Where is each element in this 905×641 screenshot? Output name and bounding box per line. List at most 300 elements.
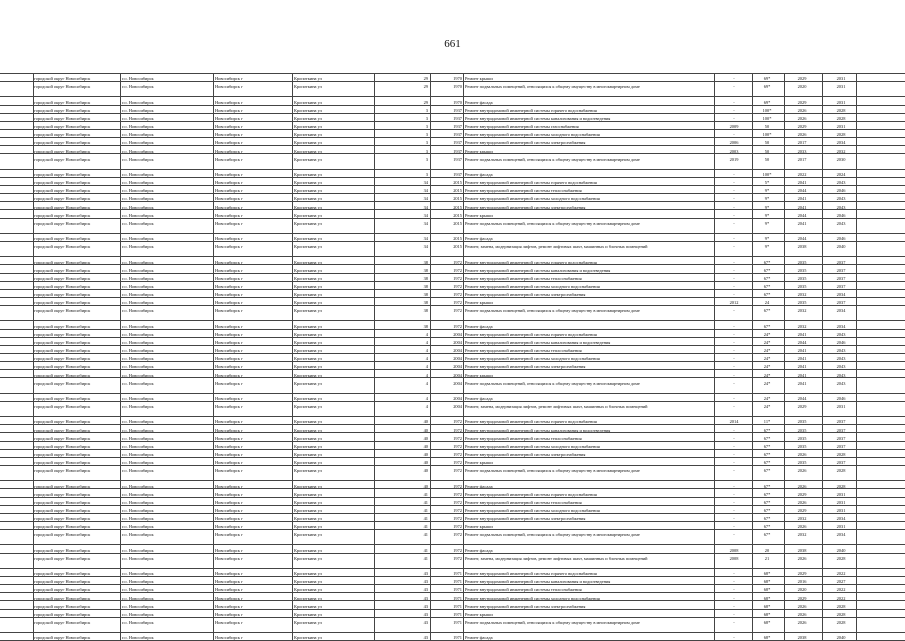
street-cell: Кропоткина ул [294,491,322,497]
street-cell: Кропоткина ул [294,275,322,281]
last-repair-year-cell: - [733,308,735,314]
plan-end-year-cell: 2028 [836,611,846,617]
build-year-cell: 1937 [453,116,462,122]
plan-end-year-cell: 2034 [836,308,846,314]
column-divider [292,73,293,640]
settlement-cell: г.о. Новосибирск [122,76,154,82]
plan-start-year-cell: 2035 [797,427,807,433]
wear-percent-cell: 9* [764,188,770,194]
table-row [0,353,905,361]
house-number-cell: 43 [423,579,428,585]
plan-end-year-cell: 2043 [836,380,846,386]
locality-cell: Новосибирск г [215,107,243,113]
last-repair-year-cell: 2009 [729,124,739,130]
settlement-cell: г.о. Новосибирск [122,267,154,273]
district-cell: городской округ Новосибирск [34,587,91,593]
plan-end-year-cell: 2031 [836,499,846,505]
build-year-cell: 1972 [453,524,462,530]
work-type-cell: Ремонт внутридомовой инженерной системы электроснабжения [465,292,586,298]
work-type-cell: Ремонт внутридомовой инженерной системы канализования и водоотведения [465,427,611,433]
plan-start-year-cell: 2026 [797,524,807,530]
last-repair-year-cell: - [733,331,735,337]
plan-start-year-cell: 2020 [797,587,807,593]
plan-start-year-cell: 2029 [797,124,807,130]
street-cell: Кропоткина ул [294,435,322,441]
table-row [0,505,905,513]
table-row [0,457,905,465]
build-year-cell: 2004 [453,396,462,402]
work-type-cell: Ремонт крыши [465,76,493,82]
street-cell: Кропоткина ул [294,419,322,425]
street-cell: Кропоткина ул [294,140,322,146]
last-repair-year-cell: - [733,571,735,577]
house-number-cell: 43 [423,571,428,577]
table-row [0,153,905,168]
plan-end-year-cell: 2043 [836,180,846,186]
street-cell: Кропоткина ул [294,579,322,585]
settlement-cell: г.о. Новосибирск [122,188,154,194]
street-cell: Кропоткина ул [294,380,322,386]
district-cell: городской округ Новосибирск [34,603,91,609]
build-year-cell: 1972 [453,259,462,265]
street-cell: Кропоткина ул [294,180,322,186]
plan-start-year-cell: 2020 [797,84,807,90]
plan-end-year-cell: 2046 [836,396,846,402]
plan-end-year-cell: 2037 [836,460,846,466]
plan-start-year-cell: 2041 [797,380,807,386]
wear-percent-cell: 69* [763,76,771,82]
plan-end-year-cell: 2028 [836,132,846,138]
locality-cell: Новосибирск г [215,460,243,466]
street-cell: Кропоткина ул [294,132,322,138]
locality-cell: Новосибирск г [215,635,243,641]
street-cell: Кропоткина ул [294,267,322,273]
locality-cell: Новосибирск г [215,156,243,162]
table-row [0,241,905,256]
plan-end-year-cell: 2037 [836,427,846,433]
locality-cell: Новосибирск г [215,259,243,265]
work-type-cell: Ремонт внутридомовой инженерной системы теплоснабжения [465,435,582,441]
house-number-cell: 40 [423,468,428,474]
last-repair-year-cell: - [733,84,735,90]
locality-cell: Новосибирск г [215,380,243,386]
last-repair-year-cell: - [733,396,735,402]
street-cell: Кропоткина ул [294,443,322,449]
build-year-cell: 1937 [453,148,462,154]
wear-percent-cell: 20 [764,547,770,553]
locality-cell: Новосибирск г [215,579,243,585]
last-repair-year-cell: - [733,460,735,466]
build-year-cell: 2015 [453,180,462,186]
work-type-cell: Ремонт внутридомовой инженерной системы электроснабжения [465,204,586,210]
plan-end-year-cell: 2022 [836,571,846,577]
last-repair-year-cell: 2019 [729,156,739,162]
plan-end-year-cell: 2028 [836,620,846,626]
plan-end-year-cell: 2031 [836,404,846,410]
build-year-cell: 1972 [453,308,462,314]
wear-percent-cell: 67* [763,491,771,497]
locality-cell: Новосибирск г [215,99,243,105]
plan-start-year-cell: 2044 [797,340,807,346]
build-year-cell: 1971 [453,620,462,626]
house-number-cell: 38 [423,275,428,281]
street-cell: Кропоткина ул [294,372,322,378]
district-cell: городской округ Новосибирск [34,196,91,202]
district-cell: городской округ Новосибирск [34,396,91,402]
street-cell: Кропоткина ул [294,547,322,553]
settlement-cell: г.о. Новосибирск [122,635,154,641]
build-year-cell: 1971 [453,587,462,593]
work-type-cell: Ремонт внутридомовой инженерной системы холодного водоснабжения [465,443,600,449]
settlement-cell: г.о. Новосибирск [122,380,154,386]
work-type-cell: Ремонт крыши [465,524,493,530]
work-type-cell: Ремонт внутридомовой инженерной системы горячего водоснабжения [465,331,597,337]
table-row [0,488,905,496]
settlement-cell: г.о. Новосибирск [122,435,154,441]
last-repair-year-cell: 2012 [729,300,739,306]
work-type-cell: Ремонт подвальных помещений, относящихся к общему имуществу в многоквартирном доме [465,156,640,162]
wear-percent-cell: 9* [764,244,770,250]
locality-cell: Новосибирск г [215,172,243,178]
last-repair-year-cell: - [733,323,735,329]
district-cell: городской округ Новосибирск [34,555,91,561]
plan-start-year-cell: 2026 [797,620,807,626]
plan-start-year-cell: 2041 [797,331,807,337]
house-number-cell: 34 [423,204,428,210]
plan-start-year-cell: 2026 [797,452,807,458]
locality-cell: Новосибирск г [215,427,243,433]
last-repair-year-cell: - [733,267,735,273]
build-year-cell: 1937 [453,107,462,113]
locality-cell: Новосибирск г [215,595,243,601]
table-row [0,320,905,328]
settlement-cell: г.о. Новосибирск [122,483,154,489]
work-type-cell: Ремонт внутридомовой инженерной системы холодного водоснабжения [465,196,600,202]
last-repair-year-cell: - [733,483,735,489]
house-number-cell: 38 [423,259,428,265]
district-cell: городской округ Новосибирск [34,620,91,626]
house-number-cell: 3 [425,132,428,138]
locality-cell: Новосибирск г [215,611,243,617]
last-repair-year-cell: - [733,188,735,194]
last-repair-year-cell: - [733,587,735,593]
locality-cell: Новосибирск г [215,84,243,90]
street-cell: Кропоткина ул [294,76,322,82]
plan-end-year-cell: 2034 [836,140,846,146]
district-cell: городской округ Новосибирск [34,404,91,410]
house-number-cell: 41 [423,555,428,561]
district-cell: городской округ Новосибирск [34,508,91,514]
settlement-cell: г.о. Новосибирск [122,172,154,178]
street-cell: Кропоткина ул [294,308,322,314]
plan-end-year-cell: 2043 [836,364,846,370]
plan-start-year-cell: 2035 [797,284,807,290]
work-type-cell: Ремонт крыши [465,148,493,154]
plan-end-year-cell: 2031 [836,76,846,82]
build-year-cell: 2004 [453,356,462,362]
settlement-cell: г.о. Новосибирск [122,524,154,530]
plan-start-year-cell: 2029 [797,76,807,82]
plan-end-year-cell: 2028 [836,603,846,609]
build-year-cell: 1972 [453,532,462,538]
table-row [0,145,905,153]
build-year-cell: 1972 [453,284,462,290]
last-repair-year-cell: - [733,532,735,538]
locality-cell: Новосибирск г [215,188,243,194]
table-row [0,81,905,96]
work-type-cell: Ремонт подвальных помещений, относящихся к общему имуществу в многоквартирном доме [465,84,640,90]
plan-end-year-cell: 2037 [836,275,846,281]
district-cell: городской округ Новосибирск [34,468,91,474]
house-number-cell: 38 [423,292,428,298]
street-cell: Кропоткина ул [294,116,322,122]
locality-cell: Новосибирск г [215,116,243,122]
wear-percent-cell: 67* [763,468,771,474]
wear-percent-cell: 21 [764,555,770,561]
house-number-cell: 4 [425,356,428,362]
work-type-cell: Ремонт внутридомовой инженерной системы горячего водоснабжения [465,571,597,577]
locality-cell: Новосибирск г [215,508,243,514]
column-divider [120,73,121,640]
build-year-cell: 1970 [453,99,462,105]
district-cell: городской округ Новосибирск [34,275,91,281]
table-row [0,121,905,129]
work-type-cell: Ремонт фасада [465,547,493,553]
work-type-cell: Ремонт крыши [465,460,493,466]
plan-start-year-cell: 2035 [797,460,807,466]
table-row [0,568,905,576]
house-number-cell: 4 [425,404,428,410]
settlement-cell: г.о. Новосибирск [122,116,154,122]
wear-percent-cell: 24* [763,372,771,378]
wear-percent-cell: 9* [764,196,770,202]
plan-start-year-cell: 2038 [797,547,807,553]
build-year-cell: 1972 [453,460,462,466]
wear-percent-cell: 68* [763,603,771,609]
plan-end-year-cell: 2037 [836,259,846,265]
wear-percent-cell: 67* [763,259,771,265]
last-repair-year-cell: - [733,579,735,585]
plan-end-year-cell: 2034 [836,292,846,298]
plan-end-year-cell: 2046 [836,236,846,242]
settlement-cell: г.о. Новосибирск [122,372,154,378]
work-type-cell: Ремонт внутридомовой инженерной системы газоснабжения [465,124,579,130]
wear-percent-cell: 9* [764,236,770,242]
street-cell: Кропоткина ул [294,348,322,354]
build-year-cell: 2004 [453,348,462,354]
last-repair-year-cell: - [733,443,735,449]
street-cell: Кропоткина ул [294,300,322,306]
build-year-cell: 1972 [453,267,462,273]
settlement-cell: г.о. Новосибирск [122,443,154,449]
table-row [0,401,905,416]
last-repair-year-cell: - [733,635,735,641]
work-type-cell: Ремонт внутридомовой инженерной системы теплоснабжения [465,587,582,593]
locality-cell: Новосибирск г [215,532,243,538]
district-cell: городской округ Новосибирск [34,284,91,290]
district-cell: городской округ Новосибирск [34,140,91,146]
house-number-cell: 40 [423,427,428,433]
table-row [0,185,905,193]
settlement-cell: г.о. Новосибирск [122,356,154,362]
table-row [0,393,905,401]
last-repair-year-cell: - [733,372,735,378]
work-type-cell: Ремонт внутридомовой инженерной системы электроснабжения [465,364,586,370]
wear-percent-cell: 67* [763,267,771,273]
table-row [0,424,905,432]
house-number-cell: 40 [423,483,428,489]
street-cell: Кропоткина ул [294,148,322,154]
last-repair-year-cell: 2008 [729,547,739,553]
house-number-cell: 3 [425,148,428,154]
district-cell: городской округ Новосибирск [34,356,91,362]
street-cell: Кропоткина ул [294,236,322,242]
street-cell: Кропоткина ул [294,635,322,641]
district-cell: городской округ Новосибирск [34,340,91,346]
plan-start-year-cell: 2029 [797,571,807,577]
plan-end-year-cell: 2043 [836,348,846,354]
settlement-cell: г.о. Новосибирск [122,292,154,298]
work-type-cell: Ремонт внутридомовой инженерной системы электроснабжения [465,603,586,609]
house-number-cell: 34 [423,196,428,202]
build-year-cell: 1971 [453,579,462,585]
build-year-cell: 1972 [453,323,462,329]
plan-end-year-cell: 2028 [836,555,846,561]
locality-cell: Новосибирск г [215,275,243,281]
plan-end-year-cell: 2028 [836,452,846,458]
last-repair-year-cell: - [733,76,735,82]
settlement-cell: г.о. Новосибирск [122,284,154,290]
district-cell: городской округ Новосибирск [34,595,91,601]
street-cell: Кропоткина ул [294,107,322,113]
last-repair-year-cell: - [733,116,735,122]
wear-percent-cell: 68* [763,620,771,626]
plan-start-year-cell: 2041 [797,372,807,378]
wear-percent-cell: 67* [763,323,771,329]
house-number-cell: 41 [423,547,428,553]
locality-cell: Новосибирск г [215,244,243,250]
plan-end-year-cell: 2031 [836,84,846,90]
last-repair-year-cell: - [733,468,735,474]
work-type-cell: Ремонт внутридомовой инженерной системы канализования и водоотведения [465,116,611,122]
district-cell: городской округ Новосибирск [34,460,91,466]
last-repair-year-cell: - [733,132,735,138]
house-number-cell: 34 [423,244,428,250]
table-row [0,281,905,289]
plan-end-year-cell: 2022 [836,587,846,593]
district-cell: городской округ Новосибирск [34,516,91,522]
last-repair-year-cell: - [733,380,735,386]
build-year-cell: 2004 [453,380,462,386]
house-number-cell: 3 [425,172,428,178]
plan-start-year-cell: 2022 [797,172,807,178]
wear-percent-cell: 100* [762,116,772,122]
house-number-cell: 38 [423,308,428,314]
last-repair-year-cell: - [733,172,735,178]
plan-start-year-cell: 2026 [797,611,807,617]
last-repair-year-cell: 2006 [729,140,739,146]
build-year-cell: 1971 [453,635,462,641]
build-year-cell: 1972 [453,483,462,489]
table-row [0,305,905,320]
table-row [0,553,905,568]
locality-cell: Новосибирск г [215,140,243,146]
house-number-cell: 4 [425,340,428,346]
locality-cell: Новосибирск г [215,308,243,314]
plan-start-year-cell: 2041 [797,348,807,354]
last-repair-year-cell: - [733,404,735,410]
settlement-cell: г.о. Новосибирск [122,99,154,105]
house-number-cell: 40 [423,452,428,458]
district-cell: городской округ Новосибирск [34,148,91,154]
locality-cell: Новосибирск г [215,76,243,82]
district-cell: городской округ Новосибирск [34,483,91,489]
build-year-cell: 2004 [453,364,462,370]
district-cell: городской округ Новосибирск [34,611,91,617]
district-cell: городской округ Новосибирск [34,579,91,585]
settlement-cell: г.о. Новосибирск [122,132,154,138]
last-repair-year-cell: - [733,427,735,433]
wear-percent-cell: 69* [763,84,771,90]
district-cell: городской округ Новосибирск [34,547,91,553]
house-number-cell: 38 [423,284,428,290]
street-cell: Кропоткина ул [294,172,322,178]
settlement-cell: г.о. Новосибирск [122,84,154,90]
settlement-cell: г.о. Новосибирск [122,579,154,585]
settlement-cell: г.о. Новосибирск [122,620,154,626]
work-type-cell: Ремонт внутридомовой инженерной системы горячего водоснабжения [465,107,597,113]
wear-percent-cell: 50 [764,124,770,130]
district-cell: городской округ Новосибирск [34,259,91,265]
house-number-cell: 41 [423,491,428,497]
last-repair-year-cell: - [733,508,735,514]
work-type-cell: Ремонт подвальных помещений, относящихся к общему имуществу в многоквартирном доме [465,532,640,538]
last-repair-year-cell: - [733,236,735,242]
wear-percent-cell: 24 [764,300,770,306]
settlement-cell: г.о. Новосибирск [122,148,154,154]
wear-percent-cell: 67* [763,499,771,505]
work-type-cell: Ремонт, замена, модернизация лифтов, ремонт лифтовых шахт, машинных и блочных помещений [465,555,648,561]
build-year-cell: 2015 [453,220,462,226]
build-year-cell: 2015 [453,236,462,242]
plan-end-year-cell: 2037 [836,267,846,273]
district-cell: городской округ Новосибирск [34,443,91,449]
build-year-cell: 1972 [453,516,462,522]
plan-start-year-cell: 2026 [797,468,807,474]
plan-start-year-cell: 2044 [797,236,807,242]
build-year-cell: 1937 [453,132,462,138]
wear-percent-cell: 67* [763,483,771,489]
district-cell: городской округ Новосибирск [34,204,91,210]
table-row [0,449,905,457]
district-cell: городской округ Новосибирск [34,99,91,105]
wear-percent-cell: 24* [763,396,771,402]
plan-end-year-cell: 2046 [836,188,846,194]
locality-cell: Новосибирск г [215,587,243,593]
street-cell: Кропоткина ул [294,603,322,609]
column-divider [463,73,464,640]
wear-percent-cell: 67* [763,284,771,290]
house-number-cell: 43 [423,595,428,601]
locality-cell: Новосибирск г [215,300,243,306]
plan-start-year-cell: 2041 [797,356,807,362]
district-cell: городской округ Новосибирск [34,188,91,194]
locality-cell: Новосибирск г [215,284,243,290]
settlement-cell: г.о. Новосибирск [122,491,154,497]
work-type-cell: Ремонт подвальных помещений, относящихся к общему имуществу в многоквартирном доме [465,308,640,314]
table-row [0,513,905,521]
work-type-cell: Ремонт подвальных помещений, относящихся к общему имуществу в многоквартирном доме [465,620,640,626]
